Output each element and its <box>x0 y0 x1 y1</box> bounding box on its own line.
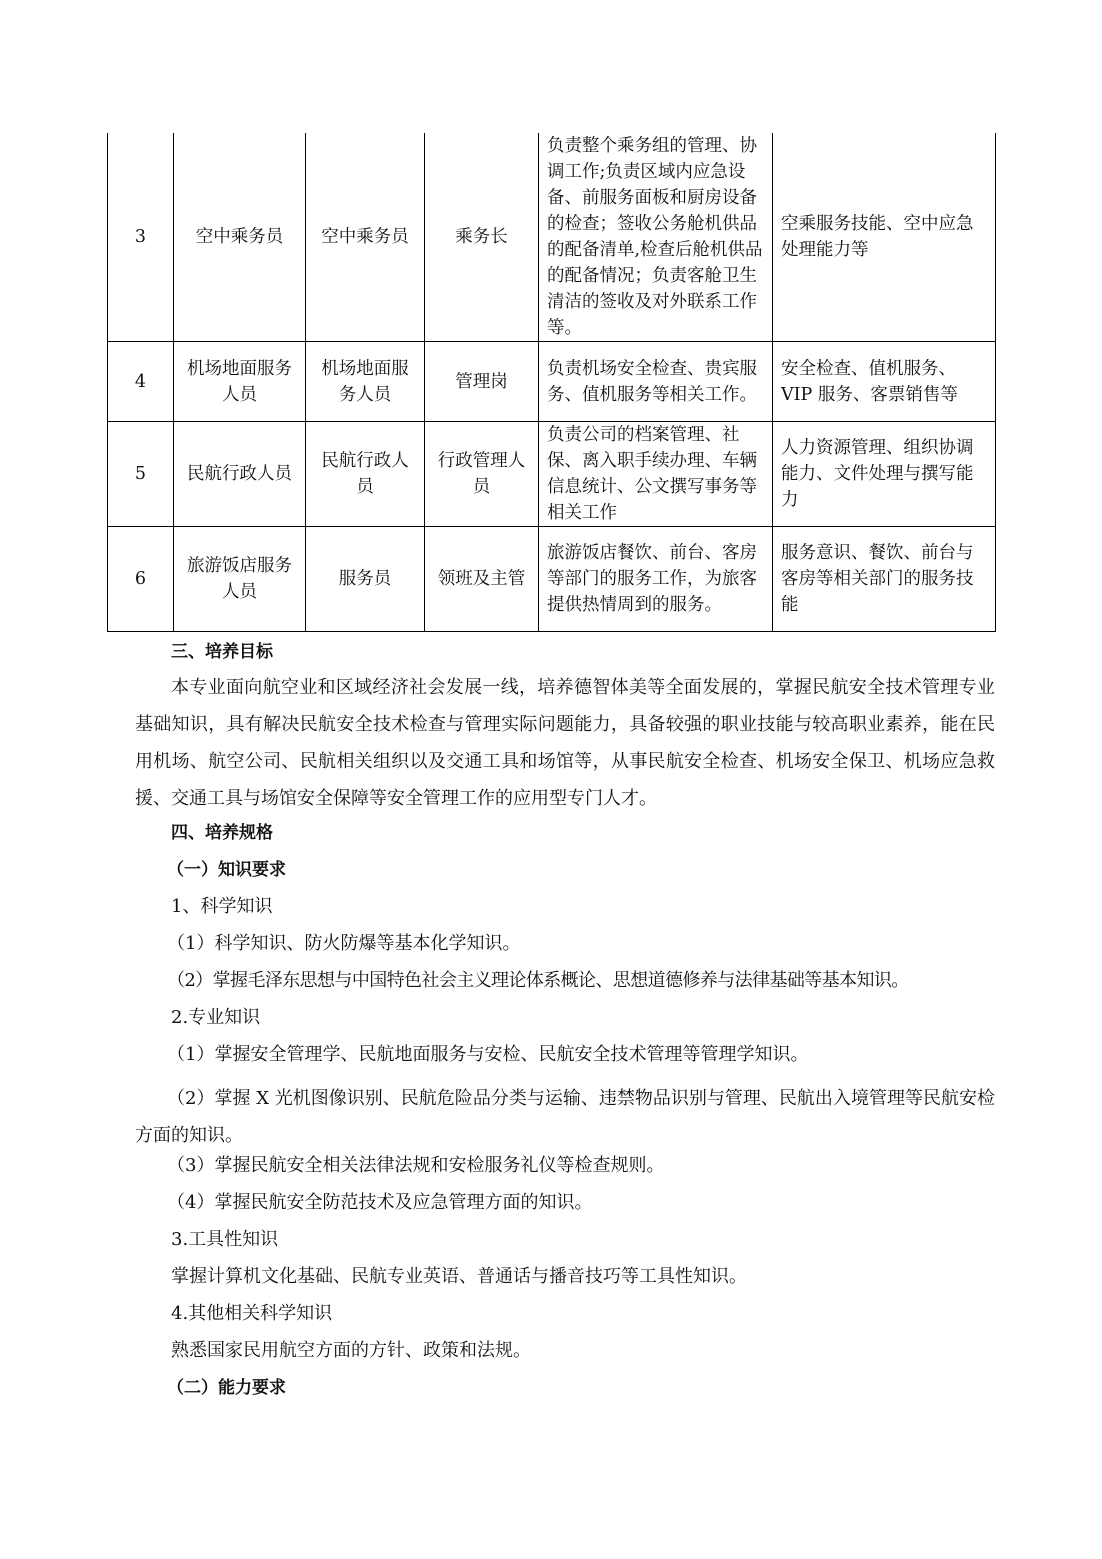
skills: 安全检查、值机服务、VIP 服务、客票销售等 <box>773 342 996 422</box>
item-title: 3.工具性知识 <box>171 1229 279 1250</box>
item-title: 4.其他相关科学知识 <box>171 1303 333 1324</box>
occupation-class: 空中乘务员 <box>174 133 306 342</box>
item-text: 掌握计算机文化基础、民航专业英语、普通话与播音技巧等工具性知识。 <box>171 1266 747 1287</box>
table-row <box>108 133 996 342</box>
subsection-heading: （一）知识要求 <box>167 860 286 880</box>
position: 管理岗 <box>425 342 539 422</box>
occupation-table <box>107 133 996 632</box>
skills: 服务意识、餐饮、前台与客房等相关部门的服务技能 <box>773 527 996 632</box>
item-title: 1、科学知识 <box>171 896 273 917</box>
table-row <box>108 527 996 632</box>
item-text: 熟悉国家民用航空方面的方针、政策和法规。 <box>171 1340 531 1361</box>
body-text <box>135 640 995 1413</box>
item-point: （1）掌握安全管理学、民航地面服务与安检、民航安全技术管理等管理学知识。 <box>167 1044 809 1065</box>
subsection-heading: （二）能力要求 <box>167 1378 286 1398</box>
duties: 负责公司的档案管理、社保、离入职手续办理、车辆信息统计、公文撰写事务等相关工作 <box>539 422 773 527</box>
occupation: 空中乘务员 <box>306 133 425 342</box>
row-number: 6 <box>108 527 174 632</box>
row-number: 3 <box>108 133 174 342</box>
skills: 空乘服务技能、空中应急处理能力等 <box>773 133 996 342</box>
occupation: 机场地面服务人员 <box>306 342 425 422</box>
duties: 负责整个乘务组的管理、协调工作;负责区域内应急设备、前服务面板和厨房设备的检查；签收公务舱机供品的配备清单,检查后舱机供品的配备情况；负责客舱卫生清洁的签收及对外联系工作等。 <box>539 133 773 342</box>
item-point: （3）掌握民航安全相关法律法规和安检服务礼仪等检查规则。 <box>167 1155 665 1176</box>
table-row <box>108 342 996 422</box>
duties: 负责机场安全检查、贵宾服务、值机服务等相关工作。 <box>539 342 773 422</box>
occupation-class: 机场地面服务人员 <box>174 342 306 422</box>
occupation: 民航行政人员 <box>306 422 425 527</box>
row-number: 4 <box>108 342 174 422</box>
position: 领班及主管 <box>425 527 539 632</box>
section-heading: 三、培养目标 <box>171 642 273 662</box>
position: 行政管理人员 <box>425 422 539 527</box>
position: 乘务长 <box>425 133 539 342</box>
row-number: 5 <box>108 422 174 527</box>
item-point: （1）科学知识、防火防爆等基本化学知识。 <box>167 933 521 954</box>
item-point: （2）掌握 X 光机图像识别、民航危险品分类与运输、违禁物品识别与管理、民航出入境管理等民航安检方面的知识。 <box>135 1088 995 1146</box>
item-point: （2）掌握毛泽东思想与中国特色社会主义理论体系概论、思想道德修养与法律基础等基本知识。 <box>167 970 909 991</box>
duties: 旅游饭店餐饮、前台、客房等部门的服务工作，为旅客提供热情周到的服务。 <box>539 527 773 632</box>
item-point: （4）掌握民航安全防范技术及应急管理方面的知识。 <box>167 1192 593 1213</box>
item-title: 2.专业知识 <box>171 1007 261 1028</box>
skills: 人力资源管理、组织协调能力、文件处理与撰写能力 <box>773 422 996 527</box>
occupation: 服务员 <box>306 527 425 632</box>
section-heading: 四、培养规格 <box>171 823 273 843</box>
occupation-class: 旅游饭店服务人员 <box>174 527 306 632</box>
table-row <box>108 422 996 527</box>
occupation-class: 民航行政人员 <box>174 422 306 527</box>
paragraph: 本专业面向航空业和区域经济社会发展一线，培养德智体美等全面发展的，掌握民航安全技术管理专业基础知识，具有解决民航安全技术检查与管理实际问题能力，具备较强的职业技能与较高职业素养，能在民用机场、航空公司、民航相关组织以及交通工具和场馆等，从事民航安全检查、机场安全保卫、机场应急救援、交通工具与场馆安全保障等安全管理工作的应用型专门人才。 <box>135 677 995 809</box>
